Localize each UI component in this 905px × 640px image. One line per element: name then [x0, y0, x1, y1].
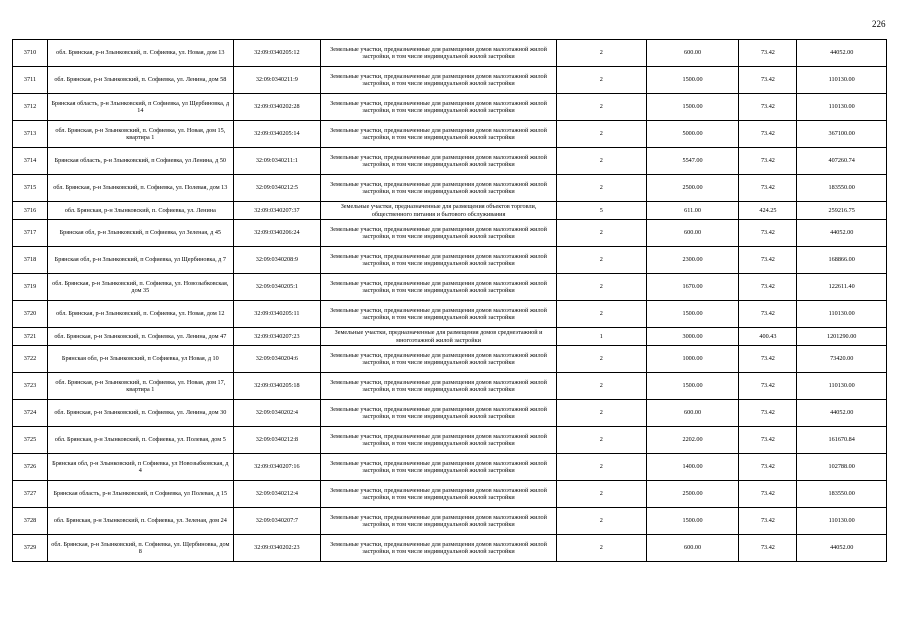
- land-use-cell: Земельные участки, предназначенные для размещения домов среднеэтажной и многоэтажной жилой застройки: [321, 328, 557, 346]
- row-number-cell: 3712: [13, 94, 48, 121]
- table-row: [13, 121, 887, 148]
- cadastral-number-cell: 32:09:0340207:37: [233, 202, 320, 220]
- area-cell: 1500.00: [646, 508, 739, 535]
- land-use-cell: Земельные участки, предназначенные для размещения домов малоэтажной жилой застройки, в том числе индивидуальной жилой застройки: [321, 400, 557, 427]
- cadastral-value-cell: 102788.00: [797, 454, 887, 481]
- row-number-cell: 3710: [13, 40, 48, 67]
- cadastral-value-cell: 407260.74: [797, 148, 887, 175]
- land-use-cell: Земельные участки, предназначенные для размещения домов малоэтажной жилой застройки, в том числе индивидуальной жилой застройки: [321, 94, 557, 121]
- address-cell: Брянская область, р-н Злынковский, п Софиевка, ул Щербиновка, д 14: [47, 94, 233, 121]
- table-row: [13, 427, 887, 454]
- cadastral-value-cell: 367100.00: [797, 121, 887, 148]
- specific-value-cell: 424.25: [739, 202, 797, 220]
- land-use-cell: Земельные участки, предназначенные для размещения домов малоэтажной жилой застройки, в том числе индивидуальной жилой застройки: [321, 346, 557, 373]
- row-number-cell: 3717: [13, 220, 48, 247]
- cadastral-value-cell: 44052.00: [797, 40, 887, 67]
- address-cell: Брянская обл, р-н Злынковский, п Софиевка, ул Новозыбковская, д 4: [47, 454, 233, 481]
- area-cell: 2500.00: [646, 175, 739, 202]
- row-number-cell: 3721: [13, 328, 48, 346]
- cadastral-number-cell: 32:09:0340207:7: [233, 508, 320, 535]
- specific-value-cell: 73.42: [739, 94, 797, 121]
- area-cell: 1500.00: [646, 373, 739, 400]
- area-cell: 1500.00: [646, 94, 739, 121]
- specific-value-cell: 73.42: [739, 40, 797, 67]
- cadastral-value-cell: 44052.00: [797, 400, 887, 427]
- address-cell: обл. Брянская, р-н Злынковский, п. Софиевка, ул. Ленина, дом 58: [47, 67, 233, 94]
- land-use-cell: Земельные участки, предназначенные для размещения домов малоэтажной жилой застройки, в том числе индивидуальной жилой застройки: [321, 220, 557, 247]
- cadastral-value-cell: 183550.00: [797, 175, 887, 202]
- cadastral-number-cell: 32:09:0340205:1: [233, 274, 320, 301]
- row-number-cell: 3726: [13, 454, 48, 481]
- use-group-cell: 2: [557, 121, 647, 148]
- address-cell: обл. Брянская, р-н Злынковский, п. Софиевка, ул. Ленина, дом 47: [47, 328, 233, 346]
- table-row: [13, 67, 887, 94]
- table-row: [13, 274, 887, 301]
- use-group-cell: 2: [557, 400, 647, 427]
- land-use-cell: Земельные участки, предназначенные для размещения домов малоэтажной жилой застройки, в том числе индивидуальной жилой застройки: [321, 274, 557, 301]
- cadastral-value-cell: 161670.84: [797, 427, 887, 454]
- area-cell: 600.00: [646, 400, 739, 427]
- cadastral-number-cell: 32:09:0340211:9: [233, 67, 320, 94]
- cadastral-value-cell: 110130.00: [797, 67, 887, 94]
- table-row: [13, 220, 887, 247]
- land-use-cell: Земельные участки, предназначенные для размещения домов малоэтажной жилой застройки, в том числе индивидуальной жилой застройки: [321, 535, 557, 562]
- use-group-cell: 2: [557, 508, 647, 535]
- specific-value-cell: 73.42: [739, 247, 797, 274]
- address-cell: Брянская обл, р-н Злынковский, п Софиевка, ул Новая, д 10: [47, 346, 233, 373]
- land-use-cell: Земельные участки, предназначенные для размещения домов малоэтажной жилой застройки, в том числе индивидуальной жилой застройки: [321, 40, 557, 67]
- address-cell: Брянская обл, р-н Злынковский, п Софиевка, ул Щербиновка, д 7: [47, 247, 233, 274]
- table-row: [13, 328, 887, 346]
- area-cell: 2202.00: [646, 427, 739, 454]
- address-cell: обл. Брянская, р-н Злынковский, п. Софиевка, ул. Новая, дом 15, квартира 1: [47, 121, 233, 148]
- land-use-cell: Земельные участки, предназначенные для размещения домов малоэтажной жилой застройки, в том числе индивидуальной жилой застройки: [321, 301, 557, 328]
- row-number-cell: 3720: [13, 301, 48, 328]
- cadastral-number-cell: 32:09:0340205:12: [233, 40, 320, 67]
- area-cell: 1670.00: [646, 274, 739, 301]
- table-row: [13, 247, 887, 274]
- use-group-cell: 2: [557, 220, 647, 247]
- use-group-cell: 2: [557, 454, 647, 481]
- cadastral-value-cell: 168866.00: [797, 247, 887, 274]
- cadastral-value-table: [12, 39, 887, 562]
- cadastral-number-cell: 32:09:0340206:24: [233, 220, 320, 247]
- specific-value-cell: 400.43: [739, 328, 797, 346]
- address-cell: Брянская обл, р-н Злынковский, п Софиевка, ул Зеленая, д 45: [47, 220, 233, 247]
- area-cell: 1500.00: [646, 67, 739, 94]
- specific-value-cell: 73.42: [739, 67, 797, 94]
- table-row: [13, 301, 887, 328]
- area-cell: 600.00: [646, 535, 739, 562]
- row-number-cell: 3729: [13, 535, 48, 562]
- row-number-cell: 3715: [13, 175, 48, 202]
- cadastral-number-cell: 32:09:0340205:18: [233, 373, 320, 400]
- use-group-cell: 2: [557, 40, 647, 67]
- specific-value-cell: 73.42: [739, 400, 797, 427]
- use-group-cell: 2: [557, 427, 647, 454]
- specific-value-cell: 73.42: [739, 175, 797, 202]
- cadastral-number-cell: 32:09:0340205:11: [233, 301, 320, 328]
- cadastral-number-cell: 32:09:0340204:6: [233, 346, 320, 373]
- cadastral-number-cell: 32:09:0340212:4: [233, 481, 320, 508]
- row-number-cell: 3725: [13, 427, 48, 454]
- specific-value-cell: 73.42: [739, 535, 797, 562]
- land-use-cell: Земельные участки, предназначенные для размещения домов малоэтажной жилой застройки, в том числе индивидуальной жилой застройки: [321, 508, 557, 535]
- land-use-cell: Земельные участки, предназначенные для размещения домов малоэтажной жилой застройки, в том числе индивидуальной жилой застройки: [321, 121, 557, 148]
- row-number-cell: 3724: [13, 400, 48, 427]
- cadastral-value-cell: 1201290.00: [797, 328, 887, 346]
- specific-value-cell: 73.42: [739, 427, 797, 454]
- area-cell: 600.00: [646, 40, 739, 67]
- area-cell: 1400.00: [646, 454, 739, 481]
- address-cell: обл. Брянская, р-н Злынковский, п. Софиевка, ул. Новая, дом 12: [47, 301, 233, 328]
- row-number-cell: 3727: [13, 481, 48, 508]
- specific-value-cell: 73.42: [739, 481, 797, 508]
- address-cell: обл. Брянская, р-н Злынковский, п. Софиевка, ул. Зеленая, дом 24: [47, 508, 233, 535]
- area-cell: 5547.00: [646, 148, 739, 175]
- use-group-cell: 2: [557, 373, 647, 400]
- cadastral-number-cell: 32:09:0340202:23: [233, 535, 320, 562]
- use-group-cell: 2: [557, 346, 647, 373]
- row-number-cell: 3714: [13, 148, 48, 175]
- use-group-cell: 2: [557, 148, 647, 175]
- cadastral-number-cell: 32:09:0340205:14: [233, 121, 320, 148]
- specific-value-cell: 73.42: [739, 454, 797, 481]
- specific-value-cell: 73.42: [739, 301, 797, 328]
- area-cell: 1000.00: [646, 346, 739, 373]
- address-cell: обл. Брянская, р-н Злынковский, п. Софиевка, ул. Новая, дом 13: [47, 40, 233, 67]
- use-group-cell: 2: [557, 247, 647, 274]
- area-cell: 600.00: [646, 220, 739, 247]
- cadastral-value-cell: 44052.00: [797, 535, 887, 562]
- table-row: [13, 346, 887, 373]
- specific-value-cell: 73.42: [739, 274, 797, 301]
- use-group-cell: 2: [557, 175, 647, 202]
- cadastral-number-cell: 32:09:0340202:4: [233, 400, 320, 427]
- page-number: 226: [872, 19, 886, 29]
- cadastral-value-cell: 110130.00: [797, 301, 887, 328]
- land-use-cell: Земельные участки, предназначенные для размещения домов малоэтажной жилой застройки, в том числе индивидуальной жилой застройки: [321, 148, 557, 175]
- cadastral-value-cell: 73420.00: [797, 346, 887, 373]
- use-group-cell: 2: [557, 301, 647, 328]
- land-use-cell: Земельные участки, предназначенные для размещения объектов торговли, общественного питания и бытового обслуживания: [321, 202, 557, 220]
- specific-value-cell: 73.42: [739, 220, 797, 247]
- address-cell: обл. Брянская, р-н Злынковский, п. Софиевка, ул. Полевая, дом 5: [47, 427, 233, 454]
- cadastral-number-cell: 32:09:0340208:9: [233, 247, 320, 274]
- area-cell: 3000.00: [646, 328, 739, 346]
- address-cell: обл. Брянская, р-н Злынковский, п. Софиевка, ул. Щербиновка, дом 8: [47, 535, 233, 562]
- address-cell: Брянская область, р-н Злынковский, п Софиевка, ул Ленина, д 50: [47, 148, 233, 175]
- area-cell: 2300.00: [646, 247, 739, 274]
- area-cell: 5000.00: [646, 121, 739, 148]
- table-body: [13, 40, 887, 562]
- row-number-cell: 3716: [13, 202, 48, 220]
- cadastral-number-cell: 32:09:0340202:28: [233, 94, 320, 121]
- use-group-cell: 2: [557, 94, 647, 121]
- row-number-cell: 3711: [13, 67, 48, 94]
- cadastral-number-cell: 32:09:0340207:23: [233, 328, 320, 346]
- table-row: [13, 148, 887, 175]
- cadastral-value-cell: 259216.75: [797, 202, 887, 220]
- land-use-cell: Земельные участки, предназначенные для размещения домов малоэтажной жилой застройки, в том числе индивидуальной жилой застройки: [321, 67, 557, 94]
- use-group-cell: 1: [557, 328, 647, 346]
- cadastral-value-cell: 110130.00: [797, 94, 887, 121]
- cadastral-value-cell: 122611.40: [797, 274, 887, 301]
- area-cell: 2500.00: [646, 481, 739, 508]
- land-use-cell: Земельные участки, предназначенные для размещения домов малоэтажной жилой застройки, в том числе индивидуальной жилой застройки: [321, 247, 557, 274]
- table-row: [13, 373, 887, 400]
- use-group-cell: 2: [557, 274, 647, 301]
- table-row: [13, 535, 887, 562]
- cadastral-number-cell: 32:09:0340212:8: [233, 427, 320, 454]
- use-group-cell: 2: [557, 481, 647, 508]
- table-row: [13, 400, 887, 427]
- cadastral-value-cell: 183550.00: [797, 481, 887, 508]
- row-number-cell: 3713: [13, 121, 48, 148]
- land-use-cell: Земельные участки, предназначенные для размещения домов малоэтажной жилой застройки, в том числе индивидуальной жилой застройки: [321, 454, 557, 481]
- table-row: [13, 94, 887, 121]
- use-group-cell: 2: [557, 67, 647, 94]
- address-cell: Брянская область, р-н Злынковский, п Софиевка, ул Полевая, д 15: [47, 481, 233, 508]
- table-row: [13, 202, 887, 220]
- cadastral-number-cell: 32:09:0340207:16: [233, 454, 320, 481]
- address-cell: обл. Брянская, р-н Злынковский, п. Софиевка, ул. Ленина, дом 30: [47, 400, 233, 427]
- table-row: [13, 175, 887, 202]
- specific-value-cell: 73.42: [739, 508, 797, 535]
- specific-value-cell: 73.42: [739, 346, 797, 373]
- row-number-cell: 3722: [13, 346, 48, 373]
- row-number-cell: 3728: [13, 508, 48, 535]
- land-use-cell: Земельные участки, предназначенные для размещения домов малоэтажной жилой застройки, в том числе индивидуальной жилой застройки: [321, 373, 557, 400]
- table-row: [13, 481, 887, 508]
- cadastral-value-cell: 110130.00: [797, 373, 887, 400]
- row-number-cell: 3719: [13, 274, 48, 301]
- address-cell: обл. Брянская, р-н Злынковский, п. Софиевка, ул. Ленина: [47, 202, 233, 220]
- table-row: [13, 454, 887, 481]
- row-number-cell: 3718: [13, 247, 48, 274]
- area-cell: 1500.00: [646, 301, 739, 328]
- table-row: [13, 508, 887, 535]
- cadastral-value-cell: 110130.00: [797, 508, 887, 535]
- specific-value-cell: 73.42: [739, 373, 797, 400]
- address-cell: обл. Брянская, р-н Злынковский, п. Софиевка, ул. Новая, дом 17, квартира 1: [47, 373, 233, 400]
- cadastral-value-cell: 44052.00: [797, 220, 887, 247]
- area-cell: 611.00: [646, 202, 739, 220]
- table-row: [13, 40, 887, 67]
- land-use-cell: Земельные участки, предназначенные для размещения домов малоэтажной жилой застройки, в том числе индивидуальной жилой застройки: [321, 481, 557, 508]
- address-cell: обл. Брянская, р-н Злынковский, п. Софиевка, ул. Новозыбковская, дом 35: [47, 274, 233, 301]
- specific-value-cell: 73.42: [739, 148, 797, 175]
- specific-value-cell: 73.42: [739, 121, 797, 148]
- land-use-cell: Земельные участки, предназначенные для размещения домов малоэтажной жилой застройки, в том числе индивидуальной жилой застройки: [321, 427, 557, 454]
- land-use-cell: Земельные участки, предназначенные для размещения домов малоэтажной жилой застройки, в том числе индивидуальной жилой застройки: [321, 175, 557, 202]
- use-group-cell: 2: [557, 535, 647, 562]
- cadastral-number-cell: 32:09:0340212:5: [233, 175, 320, 202]
- cadastral-number-cell: 32:09:0340211:1: [233, 148, 320, 175]
- use-group-cell: 5: [557, 202, 647, 220]
- address-cell: обл. Брянская, р-н Злынковский, п. Софиевка, ул. Полевая, дом 13: [47, 175, 233, 202]
- row-number-cell: 3723: [13, 373, 48, 400]
